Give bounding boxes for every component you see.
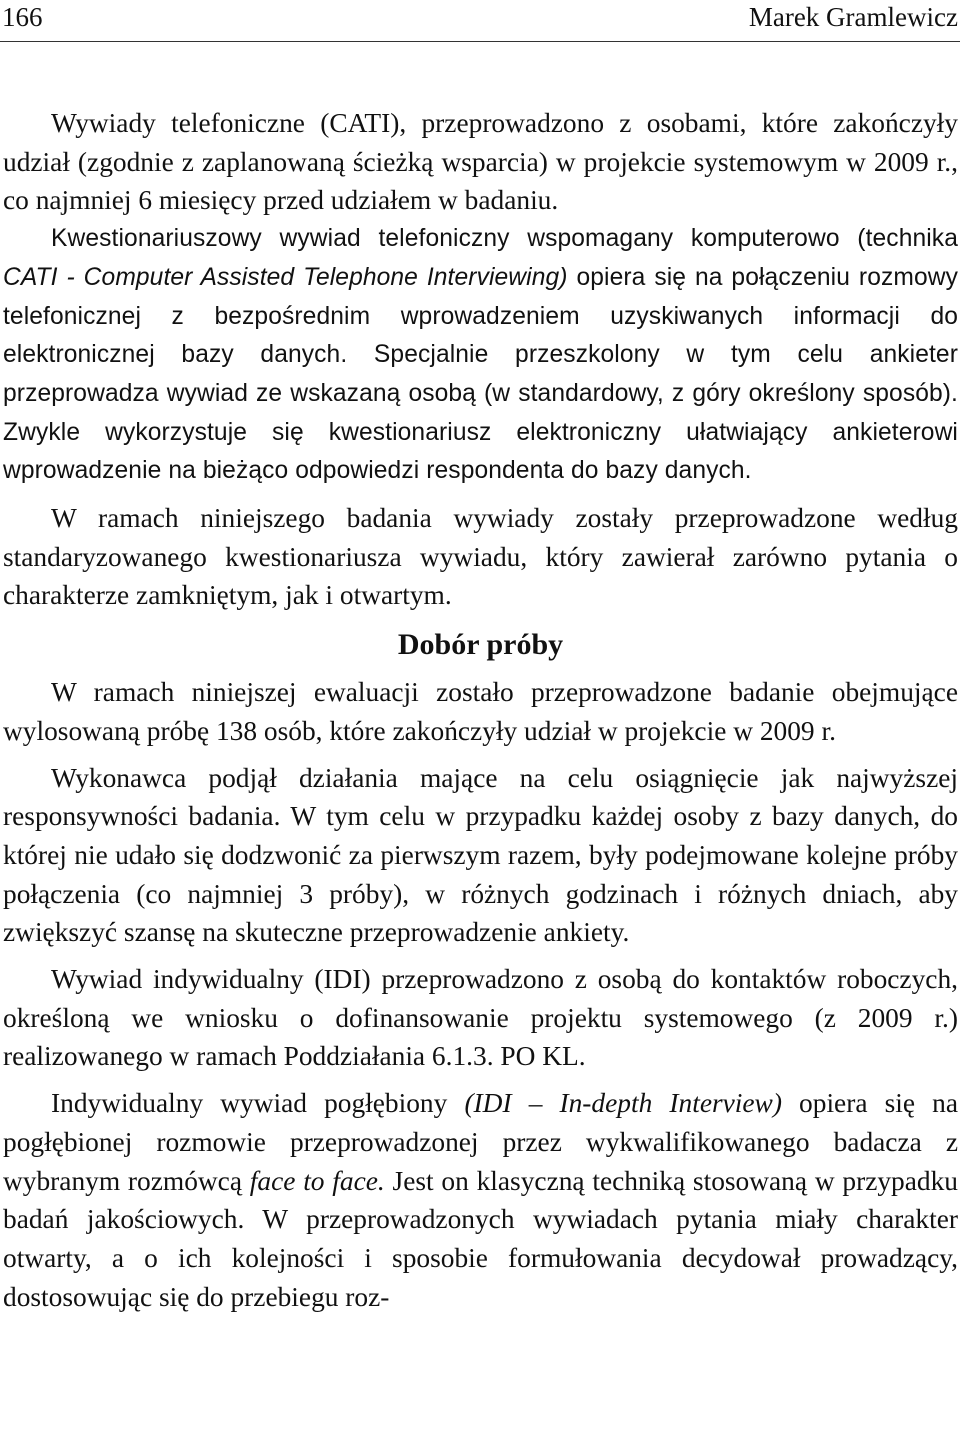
paragraph-cati-intro: Wywiady telefoniczne (CATI), przeprowadzono z osobami, które zakończyły udział (zgodnie z zaplanowaną ścieżką wsparcia) w projekcie systemowym w 2009 r., co najmniej 6 miesięcy przed udziałem w badaniu. [3,108,958,216]
idi-term-italic: (IDI – In-depth Interview) [464,1088,782,1119]
paragraph-sample: W ramach niniejszej ewaluacji zostało przeprowadzone badanie obejmujące wylosowaną próbę 138 osób, które zakończyły udział w projekcie w 2009 r. [3,677,958,746]
section-heading-sample: Dobór próby [397,628,564,662]
paragraph-idi-text-a: Indywidualny wywiad pogłębiony [51,1088,465,1119]
paragraph-idi-text-b: opiera się na pogłębionej rozmowie przeprowadzonej przez wykwalifikowanego badacza z wybranym rozmówcą [3,1088,958,1196]
paragraph-responsiveness: Wykonawca podjął działania mające na celu osiągnięcie jak najwyższej responsywności badania. W tym celu w przypadku każdej osoby z bazy danych, do której nie udało się dodzwonić za pierwszym razem, były podejmowane kolejne próby połączenia (co najmniej 3 próby), w różnych godzinach i różnych dniach, aby zwiększyć szansę na skuteczne przeprowadzenie ankiety. [3,762,958,948]
paragraph-cati-description [3,220,958,491]
paragraph-idi-description [3,1084,958,1316]
paragraph-idi-text-c: Jest on klasyczną techniką stosowaną w przypadku badań jakościowych. W przeprowadzonych wywiadach pytania miały charakter otwarty, a o ich kolejności i sposobie formułowania decydował prowadzący, dostosowując się do przebiegu roz- [3,1165,958,1312]
body-text [3,104,958,1316]
paragraph-questionnaire: W ramach niniejszego badania wywiady zostały przeprowadzone według standaryzowanego kwestionariusza wywiadu, który zawierał zarówno pytania o charakterze zamkniętym, jak i otwartym. [3,503,958,611]
face-to-face-italic: face to face. [249,1165,385,1196]
paragraph-cati-description-text-b: opiera się na połączeniu rozmowy telefonicznej z bezpośrednim wprowadzeniem uzyskiwanych informacji do elektronicznej bazy danych. Specjalnie przeszkolony w tym celu ankieter przeprowadza wywiad ze wskazaną osobą (w standardowy, z góry określony sposób). Zwykle wykorzystuje się kwestionariusz elektroniczny ułatwiający ankieterowi wprowadzenie na bieżąco odpowiedzi respondenta do bazy danych. [3,263,958,485]
paragraph-idi-contact: Wywiad indywidualny (IDI) przeprowadzono z osobą do kontaktów roboczych, określoną we wniosku o dofinansowanie projektu systemowego (z 2009 r.) realizowanego w ramach Poddziałania 6.1.3. PO KL. [3,964,958,1072]
running-header [2,0,958,36]
running-author: Marek Gramlewicz [748,2,958,32]
cati-term-italic: CATI - Computer Assisted Telephone Interviewing) [3,263,568,291]
paragraph-cati-description-text-a: Kwestionariuszowy wywiad telefoniczny wspomagany komputerowo (technika [51,225,958,253]
header-rule [0,41,960,42]
page-number: 166 [2,2,43,32]
